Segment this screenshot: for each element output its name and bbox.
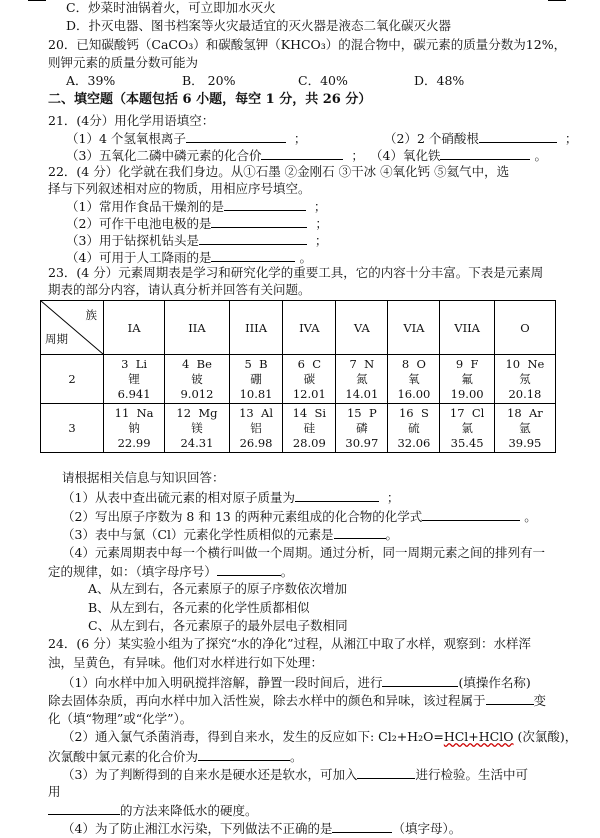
q24-part2-line2 <box>48 748 303 765</box>
q22-part1-end: ； <box>313 199 327 214</box>
element-name: 氩 <box>519 420 531 435</box>
q22-part2 <box>66 215 328 232</box>
periodic-table <box>40 300 556 453</box>
q24-part1-text-d: 变 <box>533 693 547 708</box>
element-name: 碳 <box>303 371 316 386</box>
q22-part1-text: （1）常用作食品干燥剂的是 <box>66 199 224 214</box>
atomic-number: 12 <box>176 405 192 420</box>
q22-part4-text: （4）可用于人工降雨的是 <box>66 250 212 265</box>
section-title-fill-in: 二、填空题（本题包括 6 小题，每空 1 分，共 26 分） <box>48 92 372 107</box>
q21-part3 <box>66 147 364 164</box>
q21-part2-blank[interactable] <box>479 130 557 143</box>
q24-part3-text-b: 进行检验。生活中可 <box>415 767 528 782</box>
element-name: 铝 <box>250 420 262 435</box>
group-header: IIIA <box>229 301 283 355</box>
element-cell <box>494 355 555 404</box>
element-name: 硼 <box>250 371 262 386</box>
q20-option-a: A．39% <box>66 73 116 88</box>
q24-part4-text: （4）为了防止湘江水污染，下列做法不正确的是 <box>62 821 333 836</box>
q21-part4-end: 。 <box>534 148 547 163</box>
element-name: 锂 <box>128 371 140 386</box>
atomic-number: 18 <box>507 405 522 420</box>
atomic-number: 10 <box>505 356 521 371</box>
q24-part2-text-a: （2）通入氯气杀菌消毒，得到自来水，发生的反应如下: Cl₂+H₂O= <box>62 729 444 744</box>
q23-part2-text: （2）写出原子序数为 8 和 13 的两种元素组成的化合物的化学式 <box>62 509 423 524</box>
corner-period-label: 周期 <box>45 332 68 346</box>
q24-part3-text-c: 的方法来降低水的硬度。 <box>120 803 258 818</box>
q24-stem-line2: 浊，呈黄色，有异味。他们对水样进行如下处理： <box>48 655 324 670</box>
q22-part4-blank[interactable] <box>211 249 295 262</box>
q22-part4 <box>66 249 312 266</box>
q21-part2 <box>384 130 577 147</box>
q23-intro: 请根据相关信息与知识回答： <box>62 470 225 485</box>
group-header: VIIA <box>440 301 494 355</box>
periodic-table-header-row <box>41 301 556 355</box>
q22-stem-line2: 择与下列叙述相对应的物质，用相应序号填空。 <box>48 181 311 196</box>
q21-part2-text: （2）2 个硝酸根 <box>384 131 479 146</box>
atomic-number: 11 <box>114 405 130 420</box>
q24-part3-blank-method[interactable] <box>48 802 120 815</box>
group-header: IVA <box>283 301 336 355</box>
q22-part2-blank[interactable] <box>211 215 307 228</box>
q24-part2-line1 <box>62 729 577 745</box>
q24-part1-text-a: （1）向水样中加入明矾搅拌溶解，静置一段时间后，进行 <box>62 675 383 690</box>
element-name: 氟 <box>461 371 473 386</box>
element-name: 氖 <box>519 371 531 386</box>
atomic-mass: 12.01 <box>292 386 326 401</box>
q23-part4-text: 定的规律，如：（填字母序号） <box>48 564 217 579</box>
q23-part1-blank[interactable] <box>295 489 379 502</box>
q22-part1 <box>66 198 326 215</box>
q24-part1-line2 <box>48 692 546 709</box>
q24-part1-line3: 化（填“物理”或“化学”）。 <box>48 711 193 726</box>
q21-part3-text: （3）五氧化二磷中磷元素的化合价 <box>66 148 262 163</box>
q19-option-c: C．炒菜时油锅着火，可立即加水灭火 <box>66 0 276 15</box>
q21-part4-text: （4）氧化铁 <box>370 148 441 163</box>
element-cell <box>229 404 283 453</box>
period-row <box>41 355 556 404</box>
element-symbol: Ne <box>527 356 545 371</box>
q24-part4 <box>62 820 461 837</box>
atomic-mass: 22.99 <box>117 435 151 450</box>
atomic-number: 4 <box>182 356 190 371</box>
atomic-mass: 30.97 <box>345 435 379 450</box>
q24-part3-line3 <box>48 802 258 819</box>
atomic-number: 8 <box>401 356 410 371</box>
q24-part2-blank[interactable] <box>198 748 290 761</box>
q20-option-d: D．48% <box>414 73 465 88</box>
atomic-number: 7 <box>349 356 357 371</box>
q24-part1-line1 <box>62 674 531 691</box>
element-name: 硫 <box>408 420 420 435</box>
q24-part3-line1 <box>62 766 528 783</box>
period-label: 3 <box>41 404 104 453</box>
periodic-table-corner <box>41 301 104 355</box>
element-symbol: Ar <box>528 405 543 420</box>
atomic-number: 5 <box>244 356 252 371</box>
q23-part3-end: 。 <box>385 527 399 542</box>
q22-part3 <box>66 232 327 249</box>
q24-part2-text-c: 次氯酸中氯元素的化合价为 <box>48 749 199 764</box>
q23-option-a: A、从左到右，各元素原子的原子序数依次增加 <box>88 581 348 596</box>
q21-part3-blank[interactable] <box>261 147 343 160</box>
element-cell <box>165 355 230 404</box>
atomic-mass: 35.45 <box>450 435 484 450</box>
q20-stem-line2: 则钾元素的质量分数可能为 <box>48 55 199 70</box>
q21-part2-end: ； <box>564 131 578 146</box>
element-cell <box>494 404 555 453</box>
element-symbol: C <box>312 356 322 371</box>
q23-part4-line2 <box>48 563 293 580</box>
q23-option-b: B、从左到右，各元素的化学性质都相似 <box>88 600 310 615</box>
q24-part2-equation-products: HCl+HClO <box>443 729 514 744</box>
group-header: VA <box>336 301 388 355</box>
q22-part3-text: （3）用于钻探机钻头是 <box>66 233 199 248</box>
q20-stem-line1: 20．已知碳酸钙（CaCO₃）和碳酸氢钾（KHCO₃）的混合物中，碳元素的质量分数为12%， <box>48 37 567 52</box>
q23-part4-end: 。 <box>280 564 294 579</box>
element-name: 铍 <box>191 371 203 386</box>
atomic-mass: 26.98 <box>239 435 273 450</box>
q22-part3-blank[interactable] <box>199 232 307 245</box>
atomic-mass: 24.31 <box>180 435 214 450</box>
q23-part2 <box>62 508 537 525</box>
atomic-number: 17 <box>449 405 465 420</box>
q24-part1-text-b: (填操作名称) <box>458 675 531 690</box>
q24-part1-blank-change[interactable] <box>486 692 534 705</box>
element-name: 镁 <box>191 420 203 435</box>
element-cell <box>388 355 440 404</box>
element-symbol: F <box>470 356 479 371</box>
q22-part4-end: 。 <box>299 250 312 265</box>
element-symbol: S <box>420 405 429 420</box>
q21-part3-end: ； <box>351 148 364 163</box>
element-symbol: Na <box>136 405 154 420</box>
atomic-mass: 9.012 <box>180 386 214 401</box>
q21-part1-end: ； <box>293 131 307 146</box>
atomic-number: 3 <box>121 356 129 371</box>
atomic-mass: 39.95 <box>508 435 542 450</box>
q21-part1 <box>66 130 306 147</box>
q19-option-d: D．扑灭电器、图书档案等火灾最适宜的灭火器是液态二氧化碳灭火器 <box>66 18 452 33</box>
q22-part2-text: （2）可作干电池电极的是 <box>66 216 212 231</box>
element-cell <box>388 404 440 453</box>
group-header: VIA <box>388 301 440 355</box>
element-cell <box>336 355 388 404</box>
q24-part3-text-a: （3）为了判断得到的自来水是硬水还是软水，可加入 <box>62 767 358 782</box>
atomic-mass: 20.18 <box>508 386 542 401</box>
element-symbol: Be <box>196 356 212 371</box>
q21-stem: 21．(4分）用化学用语填空： <box>48 113 215 128</box>
group-header: IIA <box>165 301 230 355</box>
q24-part1-text-c: 除去固体杂质，再向水样中加入活性炭，除去水样中的颜色和异味，该过程属于 <box>48 693 486 708</box>
element-name: 硅 <box>303 420 316 435</box>
q24-stem-line1: 24．(6 分）某实验小组为了探究“水的净化”过程，从湘江中取了水样，观察到：水样浑 <box>48 636 531 651</box>
q23-part3-blank[interactable] <box>334 526 386 539</box>
period-label: 2 <box>41 355 104 404</box>
q24-part4-end: （填字母）。 <box>392 821 462 836</box>
q23-part3 <box>62 526 398 543</box>
q23-option-c: C、从左到右，各元素原子的最外层电子数相同 <box>88 618 348 633</box>
q22-part2-end: ； <box>315 216 328 231</box>
atomic-mass: 6.941 <box>117 386 151 401</box>
atomic-number: 15 <box>346 405 362 420</box>
q24-part3-line2: 用 <box>48 784 61 799</box>
element-symbol: N <box>364 356 375 371</box>
element-symbol: Al <box>261 405 274 420</box>
element-symbol: Mg <box>198 405 218 420</box>
atomic-number: 13 <box>239 405 254 420</box>
element-name: 氧 <box>408 371 420 386</box>
page-top-rule-left <box>28 0 46 1</box>
element-cell <box>283 355 336 404</box>
q20-option-c: C．40% <box>298 73 348 88</box>
atomic-number: 6 <box>297 356 305 371</box>
q21-part4 <box>370 147 547 164</box>
element-symbol: B <box>259 356 268 371</box>
atomic-number: 9 <box>455 356 464 371</box>
element-cell <box>104 404 165 453</box>
q22-part1-blank[interactable] <box>224 198 306 211</box>
q23-stem-line1: 23．(4 分）元素周期表是学习和研究化学的重要工具，它的内容十分丰富。下表是元素周 <box>48 265 544 280</box>
element-cell <box>336 404 388 453</box>
period-row <box>41 404 556 453</box>
atomic-mass: 32.06 <box>397 435 431 450</box>
element-cell <box>229 355 283 404</box>
q23-part3-text: （3）表中与氯（Cl）元素化学性质相似的元素是 <box>62 527 334 542</box>
q23-part2-blank[interactable] <box>422 508 520 521</box>
q22-stem-line1: 22．(4 分）化学就在我们身边。从①石墨 ②金刚石 ③干冰 ④氧化钙 ⑤氦气中，选 <box>48 164 510 179</box>
element-cell <box>283 404 336 453</box>
q23-part4-line1: （4）元素周期表中每一个横行叫做一个周期。通过分析，同一周期元素之间的排列有一 <box>62 545 545 560</box>
atomic-number: 16 <box>398 405 414 420</box>
element-symbol: P <box>368 405 377 420</box>
q21-part4-blank[interactable] <box>440 147 530 160</box>
q24-part2-text-b: (次氯酸)， <box>513 729 578 744</box>
q24-part2-end: 。 <box>290 749 303 764</box>
atomic-number: 14 <box>292 405 308 420</box>
element-symbol: Li <box>135 356 148 371</box>
element-cell <box>104 355 165 404</box>
element-symbol: Si <box>314 405 327 420</box>
q24-part3-blank-reagent[interactable] <box>357 766 415 779</box>
element-symbol: Cl <box>471 405 485 420</box>
q20-option-b: B． 20% <box>182 73 236 88</box>
q23-part1-text: （1）从表中查出硫元素的相对原子质量为 <box>62 490 295 505</box>
element-name: 氯 <box>461 420 473 435</box>
q23-stem-line2: 期表的部分内容，请认真分析并回答有关问题。 <box>48 282 311 297</box>
q23-part4-blank[interactable] <box>217 563 281 576</box>
q21-part1-blank[interactable] <box>186 130 286 143</box>
q24-part1-blank-operation[interactable] <box>382 674 458 687</box>
element-cell <box>165 404 230 453</box>
atomic-mass: 14.01 <box>345 386 379 401</box>
group-header: O <box>494 301 555 355</box>
atomic-mass: 19.00 <box>450 386 484 401</box>
q23-part1 <box>62 489 399 506</box>
element-name: 氮 <box>356 371 368 386</box>
atomic-mass: 10.81 <box>239 386 273 401</box>
corner-group-label: 族 <box>85 308 97 322</box>
q21-part1-text: （1）4 个氢氧根离子 <box>66 131 186 146</box>
element-name: 磷 <box>356 420 368 435</box>
page-top-rule-right <box>548 0 566 1</box>
q24-part4-blank[interactable] <box>332 820 392 833</box>
atomic-mass: 28.09 <box>292 435 326 450</box>
q23-part2-end: 。 <box>524 509 537 524</box>
element-cell <box>440 404 494 453</box>
element-cell <box>440 355 494 404</box>
q22-part3-end: ； <box>314 233 328 248</box>
element-symbol: O <box>416 356 426 371</box>
q23-part1-end: ； <box>386 490 400 505</box>
element-name: 钠 <box>128 420 140 435</box>
group-header: IA <box>104 301 165 355</box>
atomic-mass: 16.00 <box>397 386 431 401</box>
